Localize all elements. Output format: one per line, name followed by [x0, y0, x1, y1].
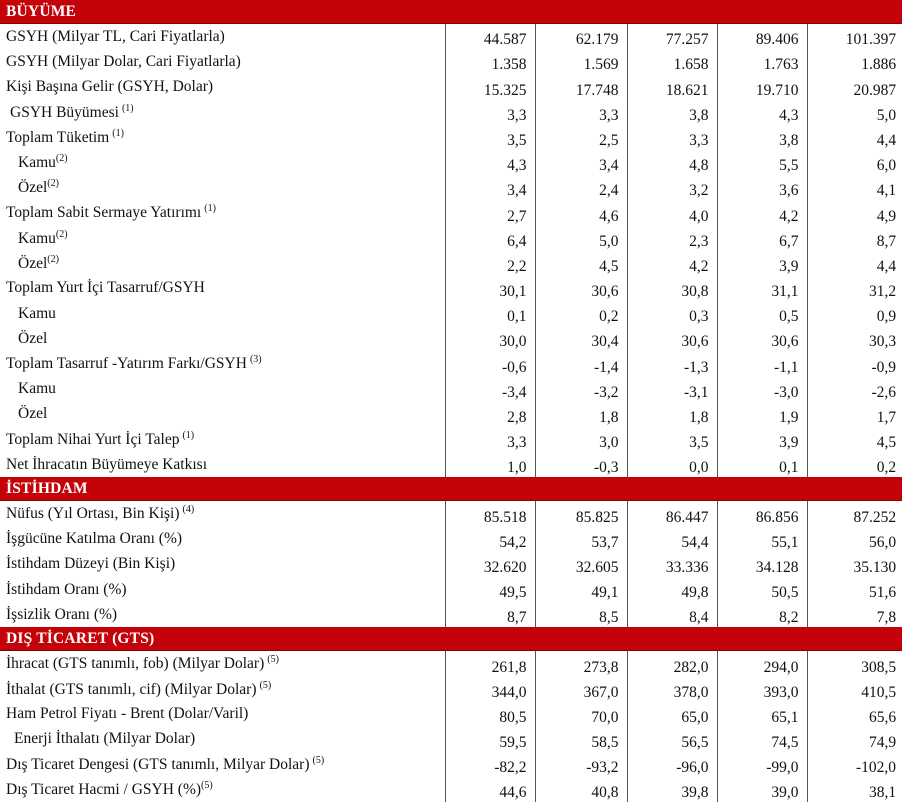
value-cell: 44.587: [445, 24, 535, 50]
value-cell: 38,1: [868, 784, 897, 802]
value-cell: 85.825: [535, 501, 627, 527]
table-row: [0, 226, 902, 251]
row-label-cell: [0, 125, 445, 150]
value-cell: 51,6: [868, 584, 897, 602]
table-row: [0, 702, 902, 727]
value-cell: 7,8: [876, 609, 897, 627]
table-row: [0, 150, 902, 175]
value-cell: 58,5: [535, 727, 627, 752]
value-cell: 4,5: [876, 434, 897, 452]
value-cell: 39,0: [717, 777, 807, 802]
value-cell: 393,0: [717, 677, 807, 702]
value-cell: 1,9: [717, 402, 807, 427]
value-cell: 1,0: [445, 452, 535, 477]
value-cell: -1,3: [627, 351, 717, 376]
value-cell: 65,6: [868, 708, 897, 726]
row-label: Toplam Tüketim: [6, 128, 110, 146]
value-cell: 0,5: [717, 301, 807, 326]
value-cell: 0,9: [876, 308, 897, 326]
footnote-marker: (5): [259, 679, 272, 691]
value-cell: -99,0: [717, 752, 807, 777]
value-cell: 2,8: [445, 402, 535, 427]
value-cell: 6,4: [445, 226, 535, 251]
row-label: İstihdam Düzeyi (Bin Kişi): [6, 555, 176, 573]
table-row: [0, 251, 902, 276]
row-label-cell: [0, 150, 445, 175]
table-row: [0, 452, 902, 477]
row-label: Dış Ticaret Dengesi (GTS tanımlı, Milyar Dolar): [6, 756, 310, 774]
value-cell: 3,3: [445, 427, 535, 452]
value-cell: 4,3: [717, 100, 807, 125]
value-cell: 30,8: [627, 276, 717, 301]
table-row: [0, 402, 902, 427]
value-cell: 3,5: [627, 427, 717, 452]
table-row: [0, 727, 902, 752]
value-cell: 17.748: [535, 74, 627, 99]
row-label: İşsizlik Oranı (%): [6, 605, 118, 623]
section-title: İSTİHDAM: [0, 477, 902, 501]
table-row: [0, 577, 902, 602]
row-label-cell: [0, 301, 445, 326]
table-row: [0, 276, 902, 301]
value-cell: 4,0: [627, 200, 717, 225]
row-label-cell: [0, 24, 445, 50]
value-cell: 0,1: [717, 452, 807, 477]
value-cell: -102,0: [856, 759, 897, 777]
value-cell: 0,1: [445, 301, 535, 326]
value-cell: 1.886: [861, 56, 897, 74]
table-row: [0, 552, 902, 577]
section-title: DIŞ TİCARET (GTS): [0, 627, 902, 651]
value-cell: 30,0: [445, 326, 535, 351]
value-cell: 3,3: [445, 100, 535, 125]
value-cell: 4,4: [876, 131, 897, 149]
table-row: [0, 777, 902, 802]
value-cell: 1.763: [717, 49, 807, 74]
row-label-cell: [0, 427, 445, 452]
value-cell: 54,4: [627, 527, 717, 552]
value-cell: 3,8: [627, 100, 717, 125]
row-label: Kamu: [18, 380, 56, 398]
value-cell: 31,2: [868, 283, 897, 301]
value-cell: 2,2: [445, 251, 535, 276]
value-cell: -0,6: [445, 351, 535, 376]
row-label: Nüfus (Yıl Ortası, Bin Kişi): [6, 505, 180, 523]
section-header: [0, 0, 902, 24]
table-row: [0, 24, 902, 50]
row-label-cell: [0, 351, 445, 376]
table-row: [0, 651, 902, 677]
row-label: Kişi Başına Gelir (GSYH, Dolar): [6, 77, 214, 95]
value-cell: 261,8: [445, 651, 535, 677]
footnote-marker: (1): [204, 203, 216, 215]
value-cell: 4,3: [445, 150, 535, 175]
value-cell: 5,0: [876, 106, 897, 124]
footnote-marker: (3): [249, 354, 262, 366]
value-cell: 44,6: [445, 777, 535, 802]
value-cell: 30,3: [868, 333, 897, 351]
value-cell: 50,5: [717, 577, 807, 602]
footnote-marker: (5): [267, 654, 279, 666]
value-cell: 30,6: [535, 276, 627, 301]
value-cell: 294,0: [717, 651, 807, 677]
footnote-marker: (2): [47, 178, 59, 190]
value-cell: 49,1: [535, 577, 627, 602]
row-label: İşgücüne Katılma Oranı (%): [6, 530, 183, 548]
row-label-cell: [0, 677, 445, 702]
row-label: Net İhracatın Büyümeye Katkısı: [6, 455, 208, 473]
row-label: Kamu: [18, 229, 56, 247]
value-cell: 1,8: [535, 402, 627, 427]
row-label-cell: [0, 702, 445, 727]
value-cell: 4,6: [535, 200, 627, 225]
value-cell: 55,1: [717, 527, 807, 552]
row-label: Kamu: [18, 304, 56, 322]
row-label-cell: [0, 200, 445, 225]
row-label-cell: [0, 727, 445, 752]
value-cell: 2,4: [535, 175, 627, 200]
footnote-marker: (1): [121, 102, 134, 114]
value-cell: 80,5: [445, 702, 535, 727]
value-cell: 59,5: [445, 727, 535, 752]
value-cell: 3,4: [535, 150, 627, 175]
value-cell: 62.179: [535, 24, 627, 50]
row-label-cell: [0, 251, 445, 276]
row-label-cell: [0, 402, 445, 427]
value-cell: 4,8: [627, 150, 717, 175]
value-cell: 8,7: [445, 602, 535, 627]
value-cell: 2,3: [627, 226, 717, 251]
value-cell: 30,6: [627, 326, 717, 351]
value-cell: 1.358: [445, 49, 535, 74]
footnote-marker: (4): [182, 504, 195, 516]
value-cell: 6,0: [876, 157, 897, 175]
table-row: [0, 427, 902, 452]
value-cell: 367,0: [535, 677, 627, 702]
value-cell: -3,4: [445, 377, 535, 402]
row-label: Enerji İthalatı (Milyar Dolar): [14, 730, 196, 748]
value-cell: 3,0: [535, 427, 627, 452]
value-cell: 2,5: [535, 125, 627, 150]
row-label-cell: [0, 577, 445, 602]
value-cell: 40,8: [535, 777, 627, 802]
table-row: [0, 200, 902, 225]
value-cell: -96,0: [627, 752, 717, 777]
row-label: Toplam Tasarruf -Yatırım Farkı/GSYH: [6, 355, 247, 373]
row-label-cell: [0, 527, 445, 552]
value-cell: 8,7: [876, 232, 897, 250]
value-cell: -3,0: [717, 377, 807, 402]
value-cell: -0,9: [871, 358, 897, 376]
value-cell: 30,1: [445, 276, 535, 301]
value-cell: 30,6: [717, 326, 807, 351]
table-row: [0, 100, 902, 125]
value-cell: -3,1: [627, 377, 717, 402]
value-cell: 3,4: [445, 175, 535, 200]
table-row: [0, 752, 902, 777]
table-row: [0, 677, 902, 702]
value-cell: 4,4: [876, 257, 897, 275]
value-cell: 3,5: [445, 125, 535, 150]
row-label: Özel: [18, 329, 48, 347]
value-cell: 30,4: [535, 326, 627, 351]
value-cell: 33.336: [627, 552, 717, 577]
value-cell: 85.518: [445, 501, 535, 527]
value-cell: 56,5: [627, 727, 717, 752]
value-cell: 1.569: [535, 49, 627, 74]
row-label-cell: [0, 552, 445, 577]
value-cell: 32.605: [535, 552, 627, 577]
value-cell: 32.620: [445, 552, 535, 577]
row-label: GSYH Büyümesi: [10, 103, 119, 121]
row-label: İhracat (GTS tanımlı, fob) (Milyar Dolar): [6, 655, 265, 673]
value-cell: 4,5: [535, 251, 627, 276]
value-cell: 39,8: [627, 777, 717, 802]
footnote-marker: (2): [55, 152, 68, 164]
row-label-cell: [0, 777, 445, 802]
value-cell: 3,2: [627, 175, 717, 200]
value-cell: 31,1: [717, 276, 807, 301]
footnote-marker: (2): [55, 228, 68, 240]
value-cell: 410,5: [861, 683, 897, 701]
row-label: İthalat (GTS tanımlı, cif) (Milyar Dolar): [6, 680, 257, 698]
value-cell: 34.128: [717, 552, 807, 577]
table-row: [0, 501, 902, 527]
value-cell: 378,0: [627, 677, 717, 702]
row-label: Özel: [18, 405, 48, 423]
value-cell: 86.447: [627, 501, 717, 527]
value-cell: 0,0: [627, 452, 717, 477]
row-label: Özel: [18, 254, 48, 272]
value-cell: 89.406: [717, 24, 807, 50]
table-row: [0, 326, 902, 351]
value-cell: 273,8: [535, 651, 627, 677]
value-cell: 0,3: [627, 301, 717, 326]
value-cell: 49,5: [445, 577, 535, 602]
value-cell: 3,8: [717, 125, 807, 150]
row-label: GSYH (Milyar TL, Cari Fiyatlarla): [6, 27, 225, 45]
value-cell: 3,9: [717, 251, 807, 276]
value-cell: 70,0: [535, 702, 627, 727]
row-label: Toplam Sabit Sermaye Yatırımı: [6, 204, 202, 222]
row-label-cell: [0, 452, 445, 477]
value-cell: 20.987: [853, 81, 897, 99]
footnote-marker: (1): [182, 430, 195, 442]
value-cell: -2,6: [871, 383, 897, 401]
row-label: GSYH (Milyar Dolar, Cari Fiyatlarla): [6, 52, 241, 70]
value-cell: 53,7: [535, 527, 627, 552]
value-cell: 35.130: [853, 558, 897, 576]
value-cell: 4,9: [876, 207, 897, 225]
row-label-cell: [0, 602, 445, 627]
value-cell: 308,5: [807, 651, 902, 677]
value-cell: 1,7: [876, 409, 897, 426]
row-label-cell: [0, 49, 445, 74]
row-label-cell: [0, 326, 445, 351]
value-cell: 65,1: [717, 702, 807, 727]
value-cell: 74,9: [868, 734, 897, 752]
table-row: [0, 351, 902, 376]
value-cell: 86.856: [717, 501, 807, 527]
row-label-cell: [0, 226, 445, 251]
row-label-cell: [0, 651, 445, 677]
value-cell: 87.252: [807, 501, 902, 527]
row-label: Özel: [18, 179, 48, 197]
value-cell: -1,4: [535, 351, 627, 376]
table-row: [0, 527, 902, 552]
value-cell: 0,2: [535, 301, 627, 326]
table-row: [0, 74, 902, 99]
row-label-cell: [0, 276, 445, 301]
value-cell: -0,3: [535, 452, 627, 477]
value-cell: -82,2: [445, 752, 535, 777]
value-cell: 8,2: [717, 602, 807, 627]
value-cell: 282,0: [627, 651, 717, 677]
row-label: Dış Ticaret Hacmi / GSYH (%): [6, 781, 202, 799]
value-cell: 8,5: [535, 602, 627, 627]
value-cell: 4,1: [876, 182, 897, 200]
value-cell: 74,5: [717, 727, 807, 752]
footnote-marker: (5): [312, 755, 325, 767]
table-row: [0, 175, 902, 200]
value-cell: 0,2: [876, 459, 897, 477]
value-cell: 3,3: [627, 125, 717, 150]
value-cell: 5,0: [535, 226, 627, 251]
value-cell: 1,8: [627, 402, 717, 427]
section-title: BÜYÜME: [0, 0, 902, 24]
value-cell: 3,9: [717, 427, 807, 452]
footnote-marker: (1): [112, 127, 124, 139]
value-cell: 3,3: [535, 100, 627, 125]
value-cell: 18.621: [627, 74, 717, 99]
row-label: Kamu: [18, 154, 56, 172]
footnote-marker: (2): [47, 253, 59, 265]
row-label-cell: [0, 100, 445, 125]
row-label: İstihdam Oranı (%): [6, 580, 127, 598]
value-cell: 65,0: [627, 702, 717, 727]
value-cell: -93,2: [535, 752, 627, 777]
value-cell: 344,0: [445, 677, 535, 702]
section-header: [0, 477, 902, 501]
row-label-cell: [0, 501, 445, 527]
value-cell: 5,5: [717, 150, 807, 175]
value-cell: -3,2: [535, 377, 627, 402]
value-cell: 4,2: [627, 251, 717, 276]
value-cell: 15.325: [445, 74, 535, 99]
section-header: [0, 627, 902, 651]
table-row: [0, 377, 902, 402]
value-cell: 6,7: [717, 226, 807, 251]
value-cell: 101.397: [807, 24, 902, 50]
value-cell: -1,1: [717, 351, 807, 376]
row-label-cell: [0, 377, 445, 402]
table-row: [0, 125, 902, 150]
value-cell: 8,4: [627, 602, 717, 627]
value-cell: 54,2: [445, 527, 535, 552]
row-label: Ham Petrol Fiyatı - Brent (Dolar/Varil): [6, 705, 249, 723]
table-row: [0, 602, 902, 627]
value-cell: 49,8: [627, 577, 717, 602]
row-label-cell: [0, 752, 445, 777]
value-cell: 19.710: [717, 74, 807, 99]
value-cell: 4,2: [717, 200, 807, 225]
value-cell: 3,6: [717, 175, 807, 200]
table-row: [0, 301, 902, 326]
value-cell: 1.658: [627, 49, 717, 74]
value-cell: 2,7: [445, 200, 535, 225]
row-label-cell: [0, 74, 445, 99]
row-label: Toplam Nihai Yurt İçi Talep: [6, 431, 180, 449]
table-row: [0, 49, 902, 74]
row-label-cell: [0, 175, 445, 200]
value-cell: 77.257: [627, 24, 717, 50]
row-label: Toplam Yurt İçi Tasarruf/GSYH: [6, 279, 205, 297]
footnote-marker: (5): [201, 780, 213, 792]
value-cell: 56,0: [868, 533, 897, 551]
